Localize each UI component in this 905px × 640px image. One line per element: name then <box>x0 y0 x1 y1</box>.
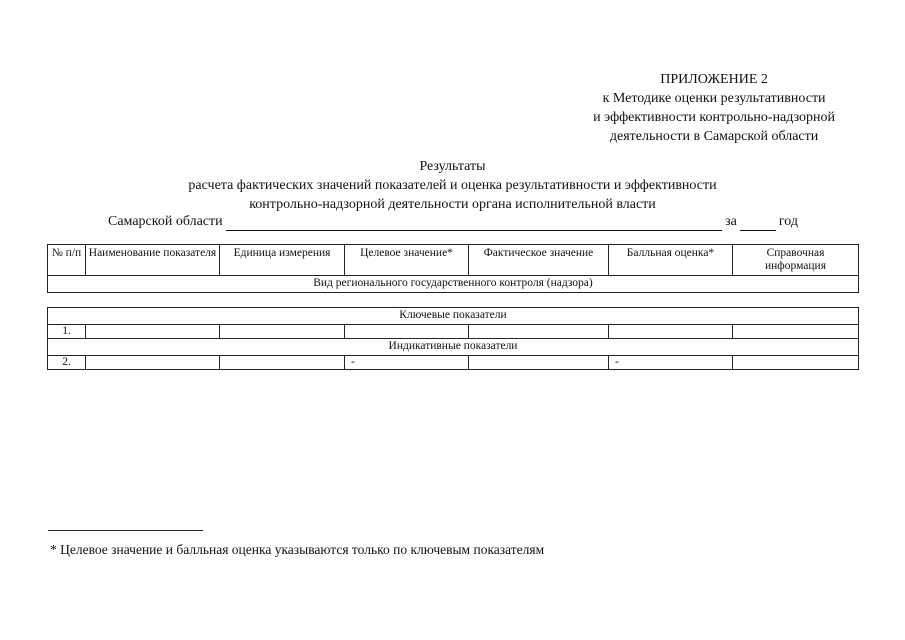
header-cell-name: Наименование показателя <box>86 245 220 276</box>
table-header-row <box>48 245 859 276</box>
appendix-header <box>593 70 835 146</box>
table-row <box>48 356 859 370</box>
appendix-line: к Методике оценки результативности <box>602 91 826 106</box>
section-control-type: Вид регионального государственного контроля (надзора) <box>48 276 859 293</box>
year-suffix: год <box>778 214 798 229</box>
table-cell <box>733 325 859 339</box>
table-cell <box>220 356 345 370</box>
title-line: контрольно-надзорной деятельности органа исполнительной власти <box>249 197 656 212</box>
section-row <box>48 276 859 293</box>
table-cell <box>86 325 220 339</box>
header-cell-target: Целевое значение* <box>345 245 469 276</box>
table-cell <box>220 325 345 339</box>
title-line: расчета фактических значений показателей и оценка результативности и эффективности <box>188 178 717 193</box>
score-cell: - <box>609 356 733 370</box>
spacer-row <box>48 293 859 308</box>
table-cell <box>86 356 220 370</box>
title-heading: Результаты <box>419 159 486 174</box>
header-cell-number: № п/п <box>48 245 86 276</box>
header-cell-score: Балльная оценка* <box>609 245 733 276</box>
region-year-line <box>108 211 798 231</box>
document-title <box>0 157 905 214</box>
header-cell-reference: Справочная информация <box>733 245 859 276</box>
footnote-divider <box>48 530 203 531</box>
year-prefix: за <box>725 214 737 229</box>
appendix-line: деятельности в Самарской области <box>609 129 819 144</box>
row-number: 2. <box>48 356 86 370</box>
table-row <box>48 325 859 339</box>
header-cell-actual: Фактическое значение <box>469 245 609 276</box>
spacer-cell <box>48 293 859 308</box>
section-key-indicators: Ключевые показатели <box>48 308 859 325</box>
section-indicative-indicators: Индикативные показатели <box>48 339 859 356</box>
appendix-number: ПРИЛОЖЕНИЕ 2 <box>660 72 768 87</box>
section-row <box>48 308 859 325</box>
header-cell-unit: Единица измерения <box>220 245 345 276</box>
section-row <box>48 339 859 356</box>
table-cell <box>469 356 609 370</box>
region-label: Самарской области <box>108 214 223 229</box>
year-blank-field <box>740 215 776 231</box>
results-table <box>47 244 859 370</box>
table-cell <box>345 325 469 339</box>
table-cell <box>733 356 859 370</box>
appendix-line: и эффективности контрольно-надзорной <box>593 110 835 125</box>
footnote-text: * Целевое значение и балльная оценка указываются только по ключевым показателям <box>50 542 545 557</box>
row-number: 1. <box>48 325 86 339</box>
table-cell <box>469 325 609 339</box>
region-blank-field <box>226 215 723 231</box>
table-cell <box>609 325 733 339</box>
target-value-cell: - <box>345 356 469 370</box>
